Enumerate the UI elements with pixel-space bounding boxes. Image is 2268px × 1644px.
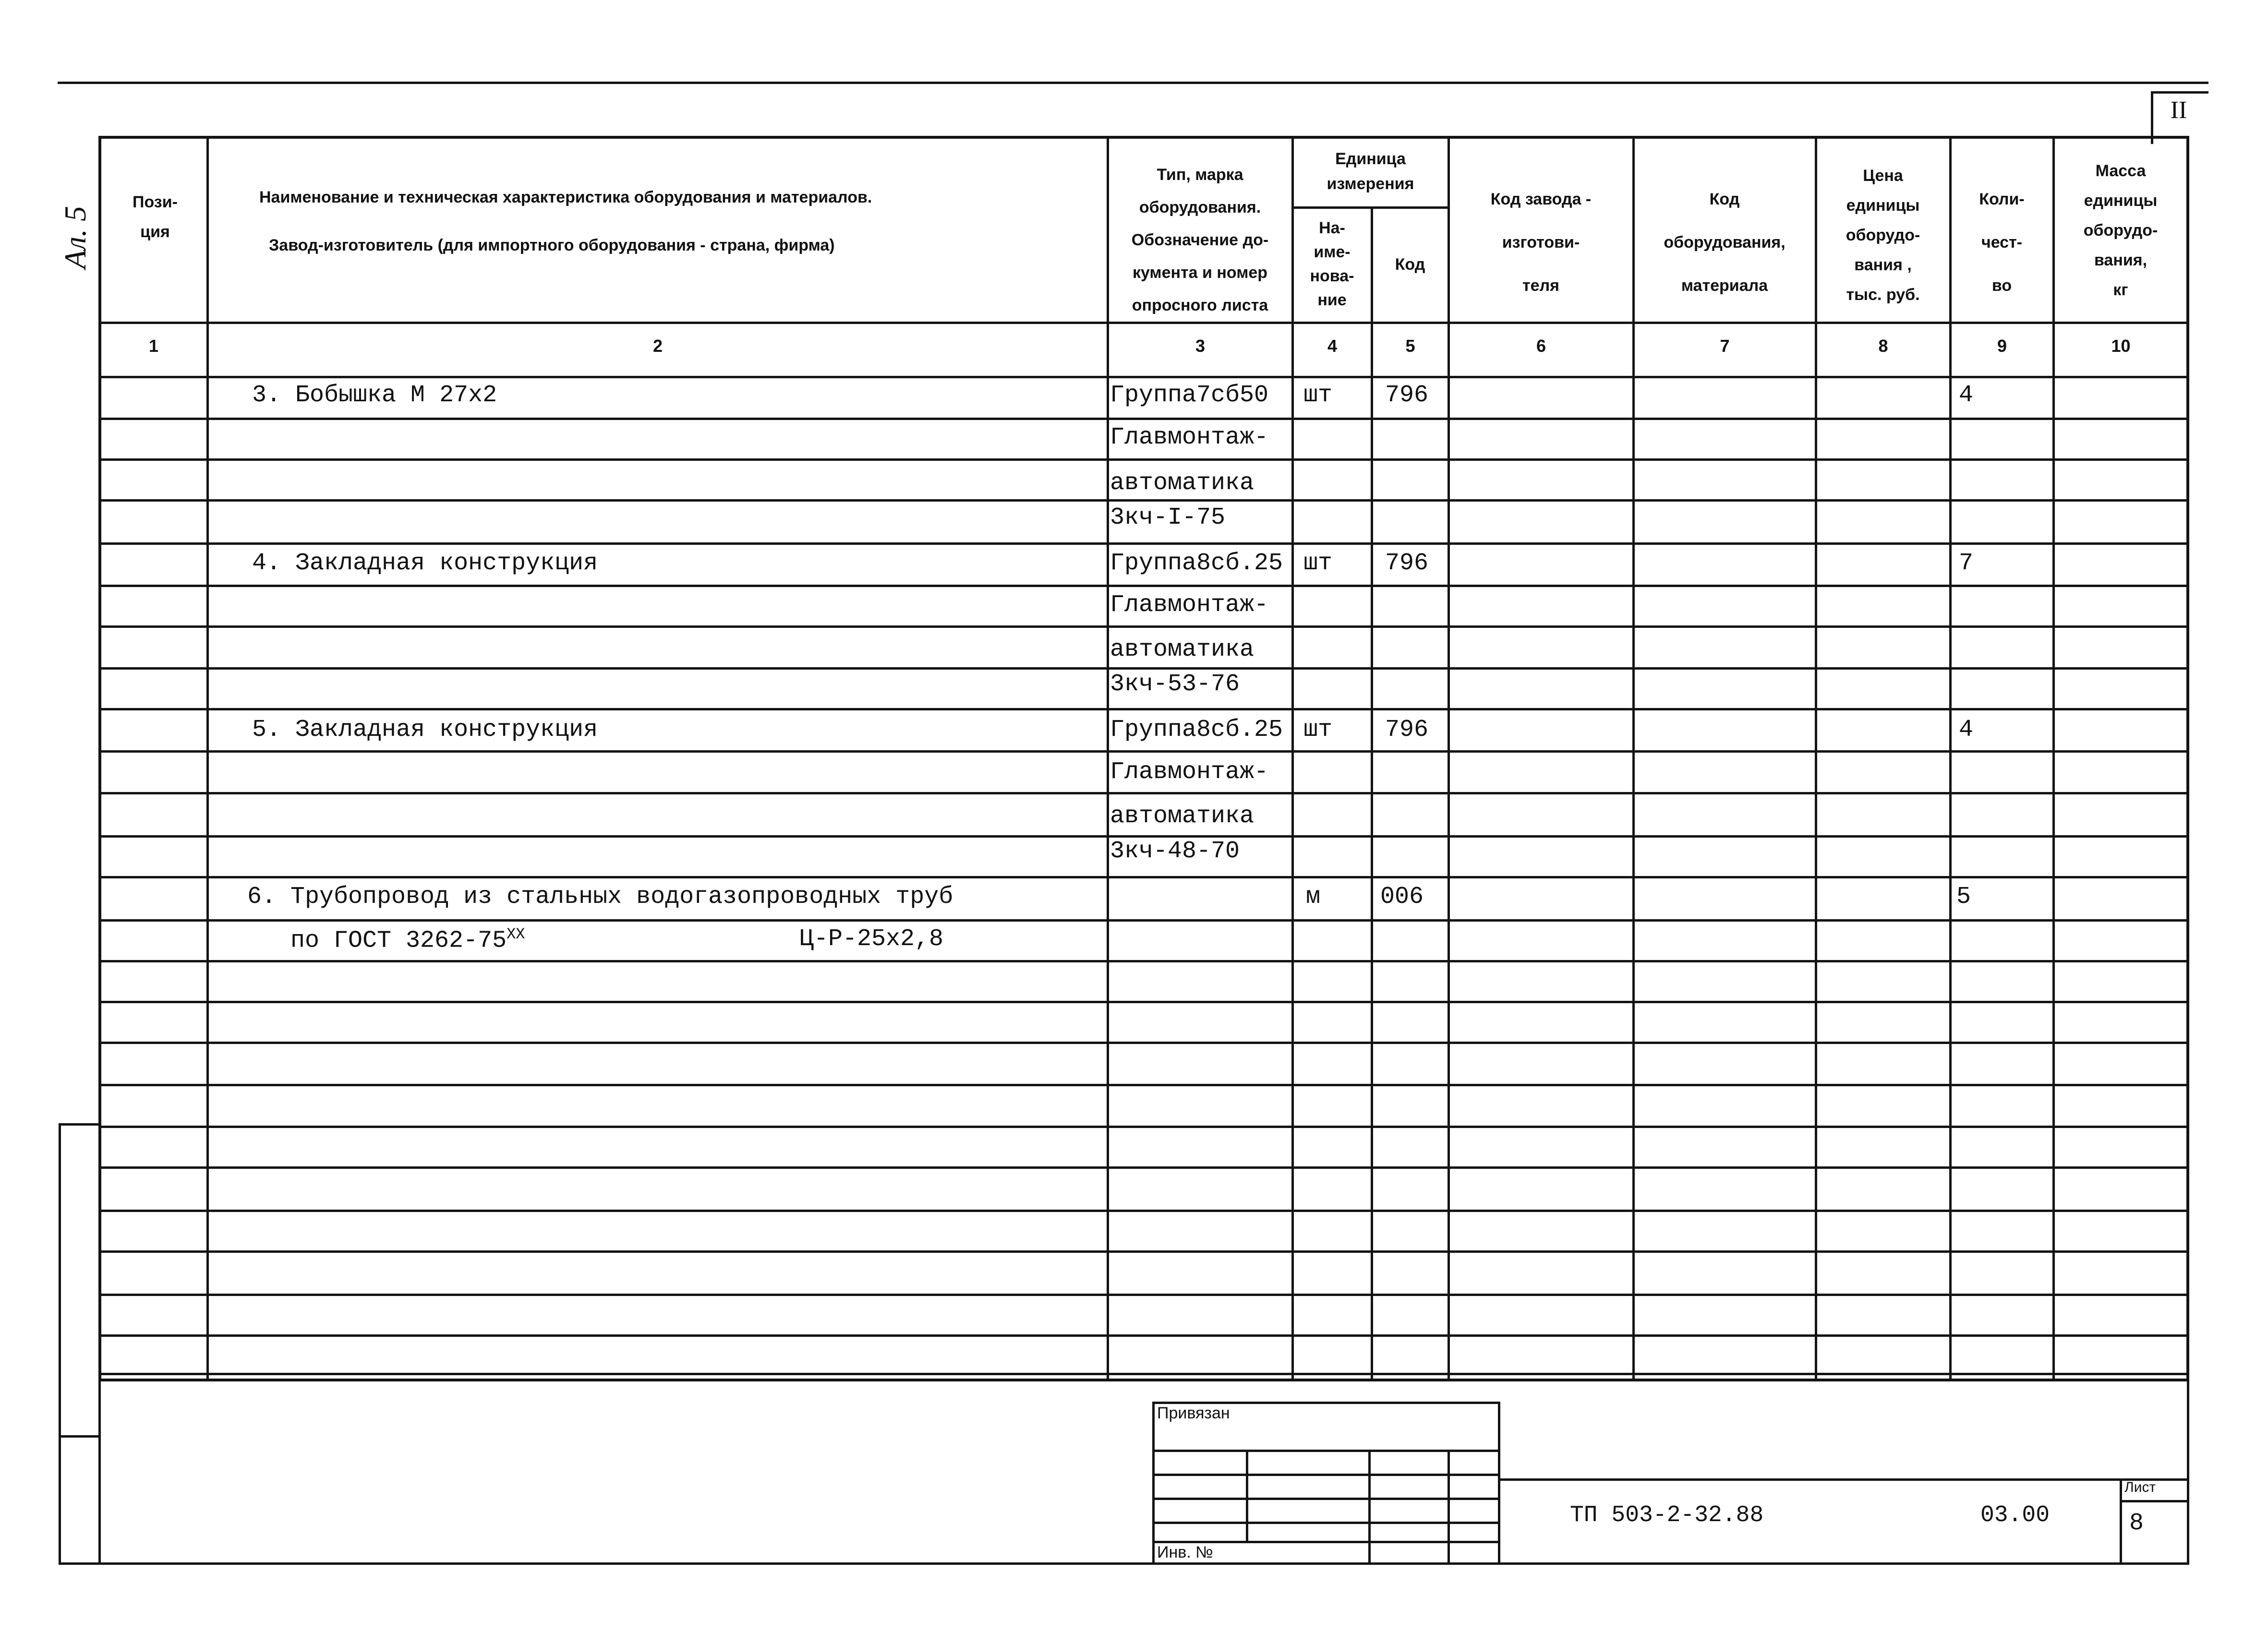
item-6-name: 6. Трубопровод из стальных водогазопроводных труб [247, 883, 953, 911]
item-4-name: 4. Закладная конструкция [252, 550, 598, 577]
stamp-privyazan: Привязан [1157, 1404, 1230, 1422]
item-4-type-3: автоматика [1110, 636, 1255, 663]
binding-strip-left [59, 1123, 61, 1565]
item-5-type-2: Главмонтаж- [1110, 758, 1269, 786]
header-unit-name: На- име- нова- ние [1310, 219, 1354, 309]
header-price: Цена единицы оборудо- вания , тыс. руб. [1846, 167, 1920, 304]
footer-bottom-rule [98, 1562, 2189, 1565]
top-rule [58, 82, 2208, 84]
col-number-7: 7 [1720, 336, 1730, 356]
col-number-8: 8 [1878, 336, 1888, 356]
item-5-type-3: автоматика [1110, 803, 1255, 830]
header-bottom-rule [98, 322, 2189, 324]
col-number-10: 10 [2111, 336, 2131, 356]
col-number-2: 2 [652, 336, 663, 356]
corner-top [2151, 91, 2208, 94]
item-5-type-1: Группа8сб.25 [1110, 716, 1283, 744]
header-type: Тип, марка оборудования. Обозначение до- кумента и номер опросного листа [1131, 166, 1269, 314]
item-4-type-4: 3кч-53-76 [1110, 671, 1240, 698]
col-number-5: 5 [1405, 336, 1415, 356]
doc-code: ТП 503-2-32.88 [1570, 1502, 1764, 1528]
item-3-unit: шт [1303, 382, 1333, 409]
item-6-standard: по ГОСТ $3262-75^{XX}$ [290, 925, 525, 955]
item-5-qty: 4 [1959, 716, 1974, 744]
item-4-qty: 7 [1959, 550, 1974, 577]
col-number-6: 6 [1536, 336, 1546, 356]
item-3-qty: 4 [1959, 382, 1974, 409]
item-5-name: 5. Закладная конструкция [252, 716, 598, 744]
header-mass: Масса единицы оборудо- вания, кг [2083, 162, 2158, 299]
stamp-inv-no: Инв. № [1157, 1543, 1213, 1561]
item-5-type-4: 3кч-48-70 [1110, 838, 1240, 865]
item-3-code: 796 [1385, 382, 1429, 409]
col-number-9: 9 [1997, 336, 2007, 356]
item-3-type-4: 3кч-I-75 [1110, 504, 1226, 531]
item-4-unit: шт [1303, 550, 1333, 577]
sheet-corner-number: II [2170, 96, 2187, 124]
sheet-label: Лист [2124, 1479, 2156, 1495]
col-number-1: 1 [148, 336, 159, 356]
stamp-block [1152, 1402, 1155, 1565]
item-3-type-1: Группа7сб50 [1110, 382, 1269, 409]
item-4-code: 796 [1385, 550, 1429, 577]
header-unit-code: Код [1395, 255, 1425, 274]
header-position: Пози- ция [133, 193, 178, 241]
item-3-type-3: автоматика [1110, 469, 1255, 497]
item-4-type-1: Группа8сб.25 [1110, 550, 1283, 577]
header-unit: Единица измерения [1327, 150, 1414, 193]
header-name-line2: Завод-изготовитель (для импортного оборудования - страна, фирма) [269, 236, 835, 254]
header-quantity: Коли- чест- во [1979, 190, 2025, 295]
header-maker-code: Код завода - изготови- теля [1490, 190, 1592, 295]
unit-subheader-line [1291, 206, 1448, 209]
item-6-spec: Ц-Р-25х2,8 [799, 925, 944, 953]
side-note: Ал. 5 [58, 206, 92, 269]
item-3-type-2: Главмонтаж- [1110, 424, 1269, 451]
item-5-unit: шт [1303, 716, 1333, 744]
item-3-name: 3. Бобышка М 27х2 [252, 382, 497, 409]
numbers-bottom-rule [98, 376, 2189, 378]
item-6-unit: м [1306, 883, 1321, 911]
section-code: 03.00 [1980, 1502, 2050, 1528]
header-name-line1: Наименование и техническая характеристика оборудования и материалов. [259, 188, 872, 206]
item-5-code: 796 [1385, 716, 1429, 744]
item-6-qty: 5 [1956, 883, 1971, 911]
item-4-type-2: Главмонтаж- [1110, 591, 1269, 619]
item-6-code: 006 [1380, 883, 1424, 911]
header-equipment-code: Код оборудования, материала [1664, 190, 1785, 295]
col-number-3: 3 [1195, 336, 1206, 356]
col-number-4: 4 [1327, 336, 1338, 356]
sheet-number: 8 [2129, 1510, 2144, 1537]
